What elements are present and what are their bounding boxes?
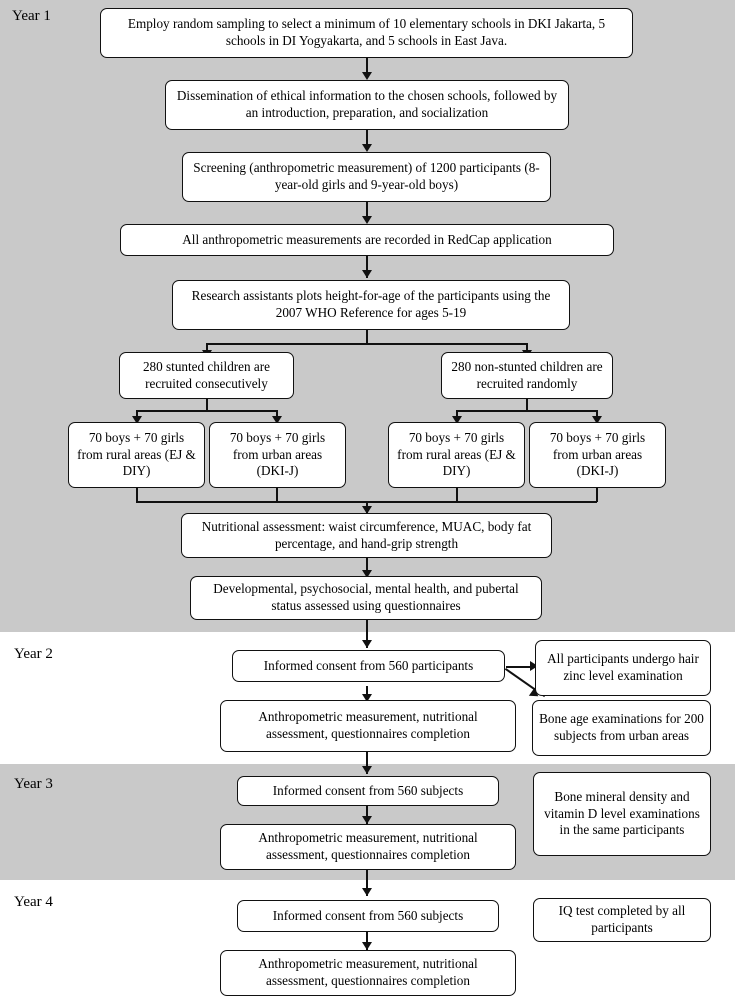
node-iq-test-label: IQ test completed by all participants: [558, 903, 686, 935]
connector-split-bar-2: [136, 410, 276, 412]
connector-n10-down: [456, 488, 458, 502]
node-stunted-group[interactable]: [119, 352, 294, 399]
node-consent-year2[interactable]: [232, 650, 505, 682]
node-consent-year3-label: Informed consent from 560 subjects: [272, 782, 464, 798]
connector-split-bar-1: [206, 343, 526, 345]
node-measurement-year4-label: Anthropometric measurement, nutritional assessment, questionnaires completion: [258, 956, 478, 988]
arrowhead-n23: [362, 942, 372, 950]
node-nonstunted-rural-label: 70 boys + 70 girls from rural areas (EJ & DIY): [397, 429, 516, 479]
node-height-for-age-label: Research assistants plots height-for-age of the participants using the 2007 WHO Reference for ages 5-19: [191, 288, 551, 320]
year-3-label: Year 3: [14, 776, 53, 792]
node-stunted-urban[interactable]: [209, 422, 346, 488]
node-consent-year3[interactable]: [237, 776, 499, 806]
arrowhead-n2: [362, 72, 372, 80]
node-nonstunted-group[interactable]: [441, 352, 613, 399]
year-4-label: Year 4: [14, 894, 53, 910]
node-height-for-age[interactable]: [172, 280, 570, 330]
connector-n9-down: [276, 488, 278, 502]
node-bmd-vitamind-label: Bone mineral density and vitamin D level examinations in the same participants: [544, 788, 700, 838]
connector-n5-split: [366, 330, 368, 344]
node-bone-age-label: Bone age examinations for 200 subjects from urban areas: [539, 711, 704, 743]
node-hair-zinc-label: All participants undergo hair zinc level examination: [547, 651, 699, 683]
node-measurement-year2-label: Anthropometric measurement, nutritional assessment, questionnaires completion: [258, 709, 478, 741]
connector-split-bar-3: [456, 410, 596, 412]
node-screening[interactable]: [182, 152, 551, 202]
node-ethical-dissemination-label: Dissemination of ethical information to the chosen schools, followed by an introduction, preparation, and socialization: [176, 88, 558, 120]
node-nonstunted-urban-label: 70 boys + 70 girls from urban areas (DKI-J): [549, 429, 646, 479]
node-stunted-group-label: 280 stunted children are recruited consecutively: [142, 358, 271, 391]
arrowhead-n3: [362, 144, 372, 152]
node-ethical-dissemination[interactable]: [165, 80, 569, 130]
node-stunted-rural-label: 70 boys + 70 girls from rural areas (EJ & DIY): [77, 429, 196, 479]
node-nonstunted-urban[interactable]: [529, 422, 666, 488]
arrowhead-n21: [362, 888, 372, 896]
year-2-label: Year 2: [14, 646, 53, 662]
node-questionnaires-year1-label: Developmental, psychosocial, mental health, and pubertal status assessed using questionnaires: [213, 581, 519, 613]
node-nutritional-assessment[interactable]: [181, 513, 552, 558]
node-bmd-vitamind[interactable]: [533, 772, 711, 856]
node-consent-year2-label: Informed consent from 560 participants: [263, 657, 474, 673]
node-sampling-label: Employ random sampling to select a minimum of 10 elementary schools in DKI Jakarta, 5 schools in DI Yogyakarta, and 5 schools in East Java.: [127, 16, 606, 48]
node-stunted-urban-label: 70 boys + 70 girls from urban areas (DKI-J): [229, 429, 326, 479]
arrowhead-n18: [362, 766, 372, 774]
node-screening-label: Screening (anthropometric measurement) of 1200 participants (8-year-old girls and 9-year-old boys): [193, 160, 540, 192]
node-iq-test[interactable]: [533, 898, 711, 942]
arrowhead-n4: [362, 216, 372, 224]
node-nutritional-assessment-label: Nutritional assessment: waist circumference, MUAC, body fat percentage, and hand-grip strength: [201, 518, 532, 551]
node-nonstunted-rural[interactable]: [388, 422, 525, 488]
node-stunted-rural[interactable]: [68, 422, 205, 488]
node-redcap[interactable]: [120, 224, 614, 256]
arrowhead-n20: [362, 816, 372, 824]
node-sampling[interactable]: [100, 8, 633, 58]
connector-n11-down: [596, 488, 598, 502]
arrowhead-n14: [362, 640, 372, 648]
node-measurement-year2[interactable]: [220, 700, 516, 752]
node-hair-zinc[interactable]: [535, 640, 711, 696]
node-questionnaires-year1[interactable]: [190, 576, 542, 620]
node-nonstunted-group-label: 280 non-stunted children are recruited randomly: [451, 358, 603, 391]
node-consent-year4-label: Informed consent from 560 subjects: [272, 907, 464, 923]
node-measurement-year3-label: Anthropometric measurement, nutritional assessment, questionnaires completion: [258, 830, 478, 862]
node-redcap-label: All anthropometric measurements are recorded in RedCap application: [182, 231, 552, 247]
connector-n8-down: [136, 488, 138, 502]
node-bone-age[interactable]: [532, 700, 711, 756]
node-measurement-year4[interactable]: [220, 950, 516, 996]
node-measurement-year3[interactable]: [220, 824, 516, 870]
node-consent-year4[interactable]: [237, 900, 499, 932]
arrowhead-n5: [362, 270, 372, 278]
year-1-label: Year 1: [12, 8, 51, 24]
